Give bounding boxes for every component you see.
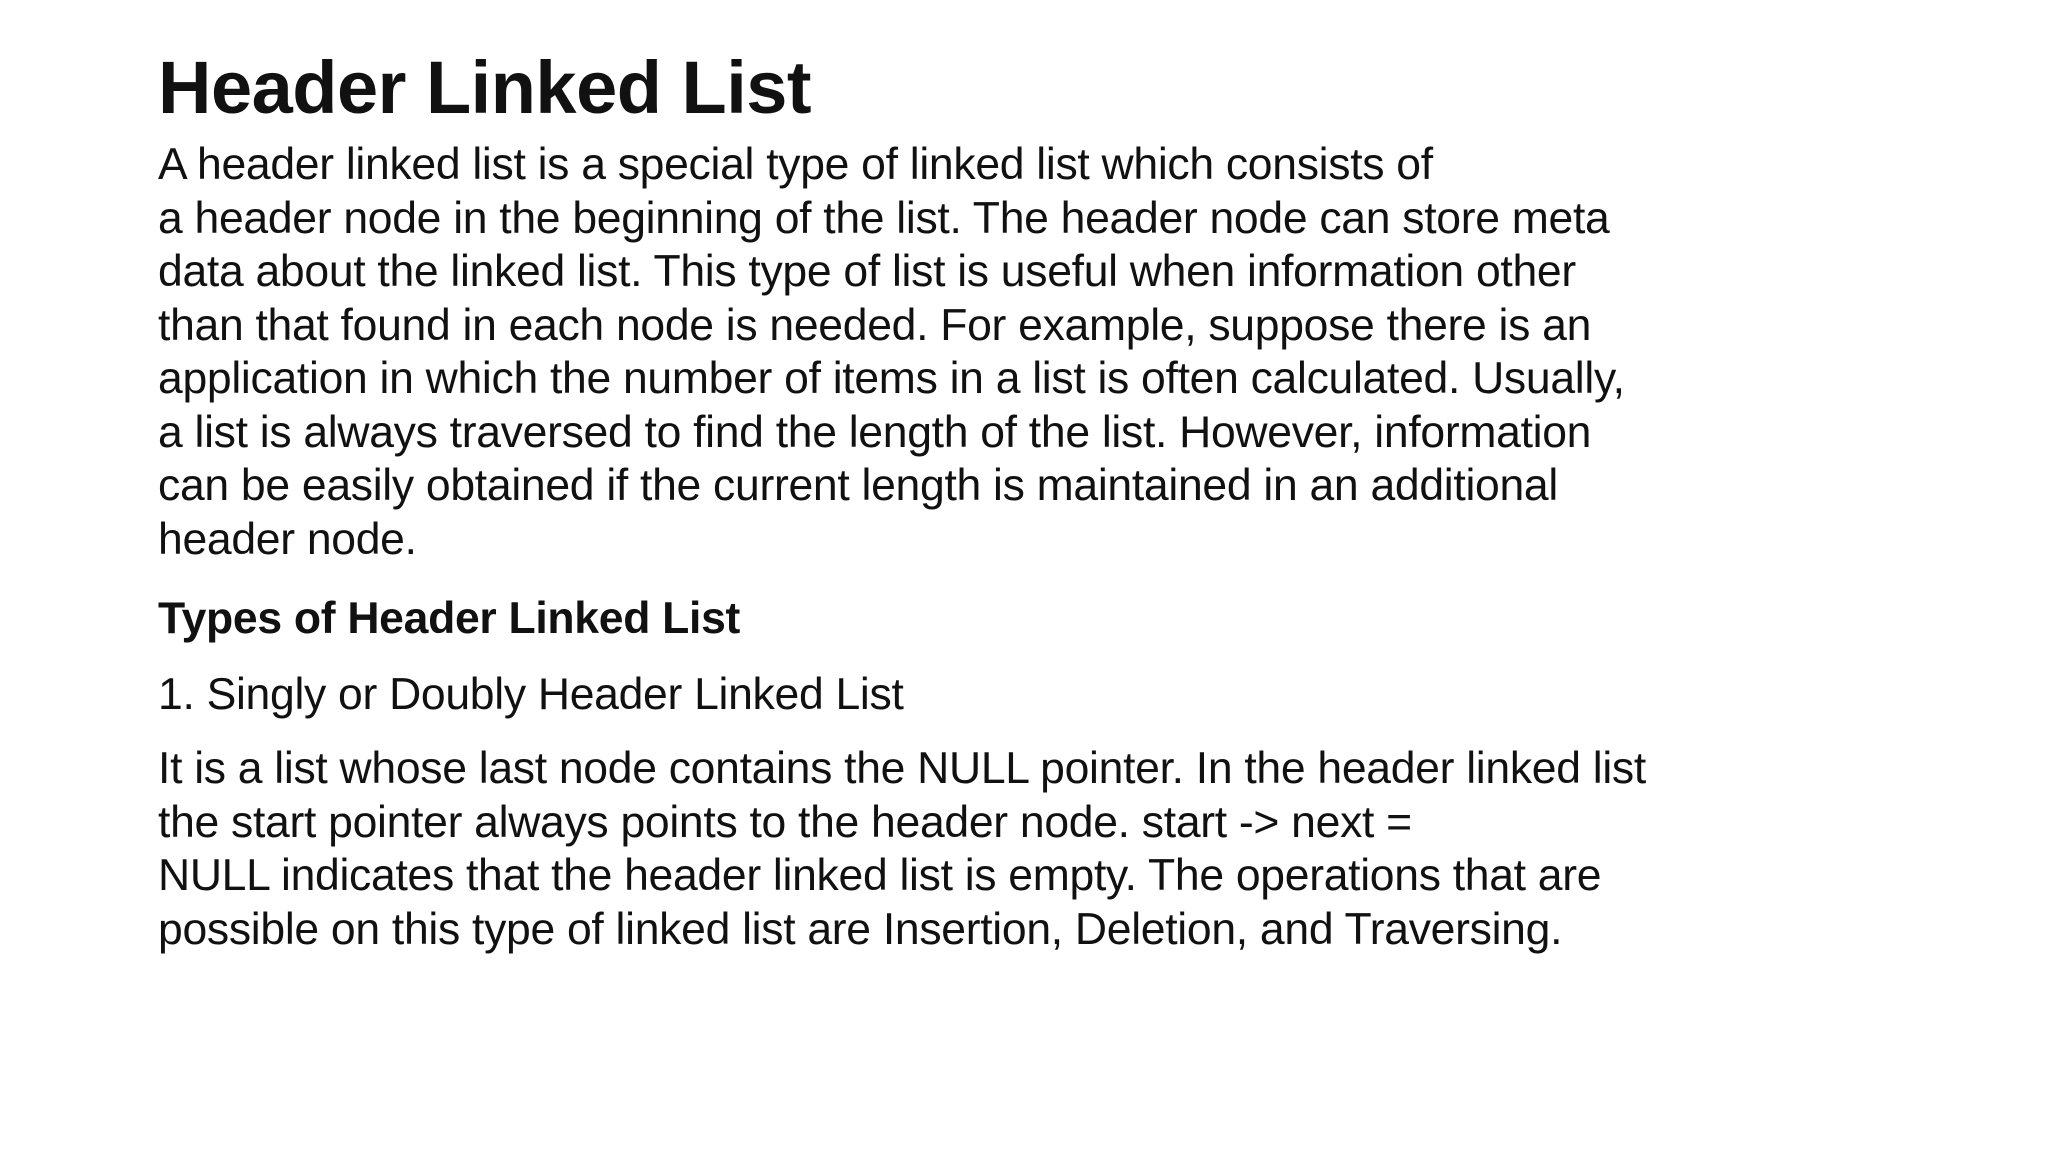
slide-title: Header Linked List: [158, 46, 812, 129]
intro-line: header node.: [158, 514, 417, 564]
intro-line: than that found in each node is needed. For example, suppose there is an: [158, 300, 1592, 350]
intro-line: a header node in the beginning of the list. The header node can store meta: [158, 193, 1610, 243]
types-heading: Types of Header Linked List: [158, 594, 741, 643]
description-paragraph: [158, 742, 1918, 956]
description-line: It is a list whose last node contains the NULL pointer. In the header linked list: [158, 744, 1646, 793]
intro-line: can be easily obtained if the current length is maintained in an additional: [158, 461, 1558, 510]
description-line: NULL indicates that the header linked list is empty. The operations that are: [158, 851, 1602, 900]
intro-line: a list is always traversed to find the length of the list. However, information: [158, 407, 1592, 457]
slide-content: [158, 40, 1918, 956]
intro-line: A header linked list is a special type of linked list which consists of: [158, 140, 1433, 189]
description-line: possible on this type of linked list are Insertion, Deletion, and Traversing.: [158, 904, 1563, 954]
type-item-singly-doubly: 1. Singly or Doubly Header Linked List: [158, 670, 904, 719]
intro-paragraph: [158, 138, 1918, 566]
intro-line: application in which the number of items in a list is often calculated. Usually,: [158, 354, 1625, 403]
intro-line: data about the linked list. This type of list is useful when information other: [158, 247, 1576, 296]
description-line: the start pointer always points to the header node. start -> next =: [158, 797, 1412, 847]
